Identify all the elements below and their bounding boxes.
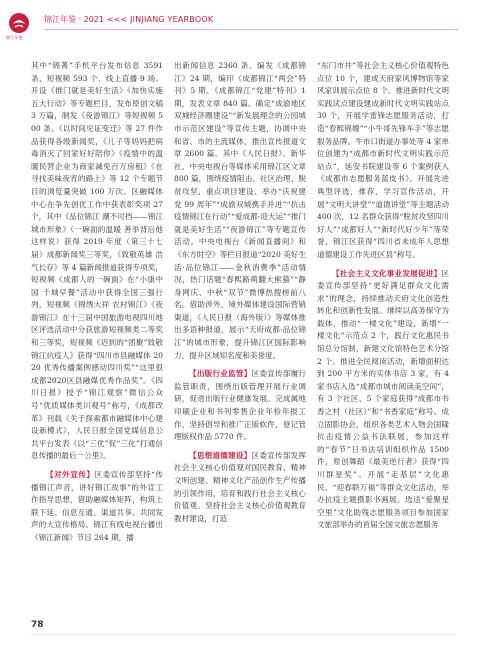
paragraph xyxy=(174,60,306,362)
header-divider xyxy=(44,29,458,30)
running-title xyxy=(44,13,213,27)
paragraph xyxy=(174,368,306,444)
page-number: 78 xyxy=(31,620,44,630)
paragraph xyxy=(317,60,449,262)
paragraph-text: 出新闻信息 2360 条。编发《成都锦江》24 期，编印《成都锦江“两会”特刊》5 期、《成都锦江“党建”特刊》1 期，发表文章 840 篇。确定“成渝地区双城经济圈建设”“新发展理念的公园城市示范区建设”等宣传主题，协调中央和省、市的主流媒体，推出宣传报道文章 2600 篇。其中《人民日报》、新华社、中央电视台等媒体采用锦江区文章 800 篇，围绕疫情阻击、社区治理、脱贫攻坚、重点项目建设、举办“庆祝建党 99 周年”“成渝双城携手并进”“抗击疫情锦江在行动”“爱成都·迎大运”“推门就是美好生活”“夜游锦江”等专题宣传活动。中央电视台《新闻直播间》和《东方时空》等栏目报道“2020 美好生活·品位锦江——金秋消费季”活动情况，热门话题“春熙路萌翻大熊猫”“静身网庆、中秋“双节”微博热搜榜前八名。借助涉外、境外媒体建设国际营销渠道，《人民日报（海外版）》等媒体推出多语种报道，展示“天府成都·品位锦江”的城市形象，提升锦江区国际影响力，提升区域知名度和美誉度。 xyxy=(174,61,306,360)
footer-divider xyxy=(31,634,456,635)
paragraph xyxy=(317,268,449,532)
text-column-3 xyxy=(317,60,449,608)
title-separator: <<< xyxy=(107,15,128,24)
paragraph-text: 区委宣传部坚持“更好满足群众文化需求”的理念，持续推动天府文化创造性转化和创新性发展。继续以高务保守为载体，推动“一楼文化”建设，新增“一楼文化”示范点 2 个，践行文化惠民书馆总分馆制，新建文化馆特色艺术分馆 2 个。推进全民阅读活动，新增面积达到 200 平方米的实体书店 3 家，有 4 家书店入选“成都市城市阅读美空间”，有 3 个社区、5 个家庭获得“成都市书香之村（社区）”和“书香家庭”称号。成立固影协会，组织各类艺术人物会国隆抗击疫情公益书法联展，参加这样的“春节”日书法培训组织作品 1500 件，原创舞蹈《最美逆行者》获得“四川群星奖”。开展“走基层”文化惠民、“迎春联万福”等群众文化活动，举办抗疫主题摄影书画展。选送“爱聚星空里”文化助残志愿服务项目参加国家文旅部举办的首届全国文旅志愿服务 xyxy=(317,268,449,530)
paragraph xyxy=(31,469,163,545)
section-heading: 【对外宣传】 xyxy=(46,470,95,479)
paragraph-text: 其中“锦菁”手机平台发布信息 3591 条、短视频 593 个、线上直播 9 场。开设《推门就是美好生活》《加快实施五大行动》等专题栏目，发布原创文稿 3 万篇，制发《夜游锦江》等短视频 500 条。《以时间见证变迁》等 27 件作品获得各级新闻奖，《儿子等妈妈把病毒消灭了回家好好陪你》《疫情中的温暖民营企业为商家减免百万房租》《在寻找美味夜宵的路上》等 12 个专题节目的浏览量突破 100 万次。区融媒体中心在争先创优工作中获表彰奖项 27 个，其中《品位锦江 潮不可挡——锦江城市形象》（一碗面的温暖 善举背后他这样说）获得 2019 年度（第三十七届）成都新闻奖三等奖，《致敬英雄 浩气长存》等 4 篇新闻报道获得专项奖，短视频《成都人的一碗面》在“小康中国 千城早餐”活动中获得全国三强行列，短视频《锦绣大祥 农村锦江》《夜游锦江》在十三届中国旅游电视四川地区评选活动中分获旅游短视频类二等奖和三等奖，短视频《迟到的“团聚”致敬锦江抗疫人》获得“四川市县融媒体 2020 优秀传播案例感动四川奖”“这里很成都2020区县融媒优秀作品奖”。《四川日报》授予“锦江观察”微信公众号“优质媒体类川观号”称号，《成都改革》刊载《关于探索都市融媒体中心建设新模式》，人民日报全国党媒信息公共平台发表《以“三优”促“三化”打通信息传播的最后一公里》。 xyxy=(31,61,163,461)
yearbook-logo-icon xyxy=(8,12,30,34)
logo-caption: 锦江年鉴 xyxy=(6,35,23,40)
section-heading: 【思想道德建设】 xyxy=(189,450,252,460)
section-heading: 【出版行业监管】 xyxy=(189,369,252,379)
text-column-2 xyxy=(174,60,306,608)
paragraph-text: “东门市井”等社会主义核心价值观特色点位 10 个，建成天府家风博物馆等家风家训展示点位 8 个。推进新时代文明实践试点建设建成新时代文明实践站点 30 个，开展学雷锋志愿服务活动，打造“春熙锦嫂”“小牛哥先锋车手”等志愿服务品牌。牛市口街道办事处等 4 家单位创建为“成都市新时代文明实践示范站点”，延安书院建设等 6 个案例获入《成都市志愿服务蓝皮书》。开展先进典型评选，推荐、学习宣传活动，开展“文明大讲堂”“道德讲堂”等主题活动 400 次，12 名群众获得“脱贫攻坚四川好人”“成都好人”“新时代好少年”等荣誉，锦江区获得“四川省未成年人思想道德建设工作先进区县”称号。 xyxy=(317,61,449,259)
yearbook-english-title: JINJIANG YEARBOOK xyxy=(130,15,214,24)
paragraph-text: 区委宣传部发挥社会主义核心价值观对国民教育、精神文明创建、精神文化产品创作生产传播的引领作用，培育和践行社会主义核心价值观。坚持社会主义核心价值观教育教材建设，打造 xyxy=(174,450,306,523)
paragraph xyxy=(31,60,163,463)
paragraph xyxy=(174,450,306,526)
text-column-1 xyxy=(31,60,163,608)
paragraph-text: 区委宣传部履行监管职责，围绕出版管理开展行业调研，促进出版行业健康发展。完成属地印刷企业和书刊零售企业年检年报工作，坚持倡导和推广正版软件，登记管理版权作品 5770 件。 xyxy=(174,369,306,442)
yearbook-title: 锦江年鉴 · 2021 xyxy=(44,15,104,24)
page-header xyxy=(0,0,480,46)
paragraph-text: 区委宣传部坚持“传播锦江声音，讲好锦江故事”的外宣工作指导思想，借助融媒体矩阵，构筑上联下延、信息互通、渠道共享、共同发声的大宣传格局。锦江有线电视台播出《锦江新闻》节目 264 期，播 xyxy=(31,470,163,542)
section-heading: 【社会主义文化事业发展促进】 xyxy=(332,268,442,278)
